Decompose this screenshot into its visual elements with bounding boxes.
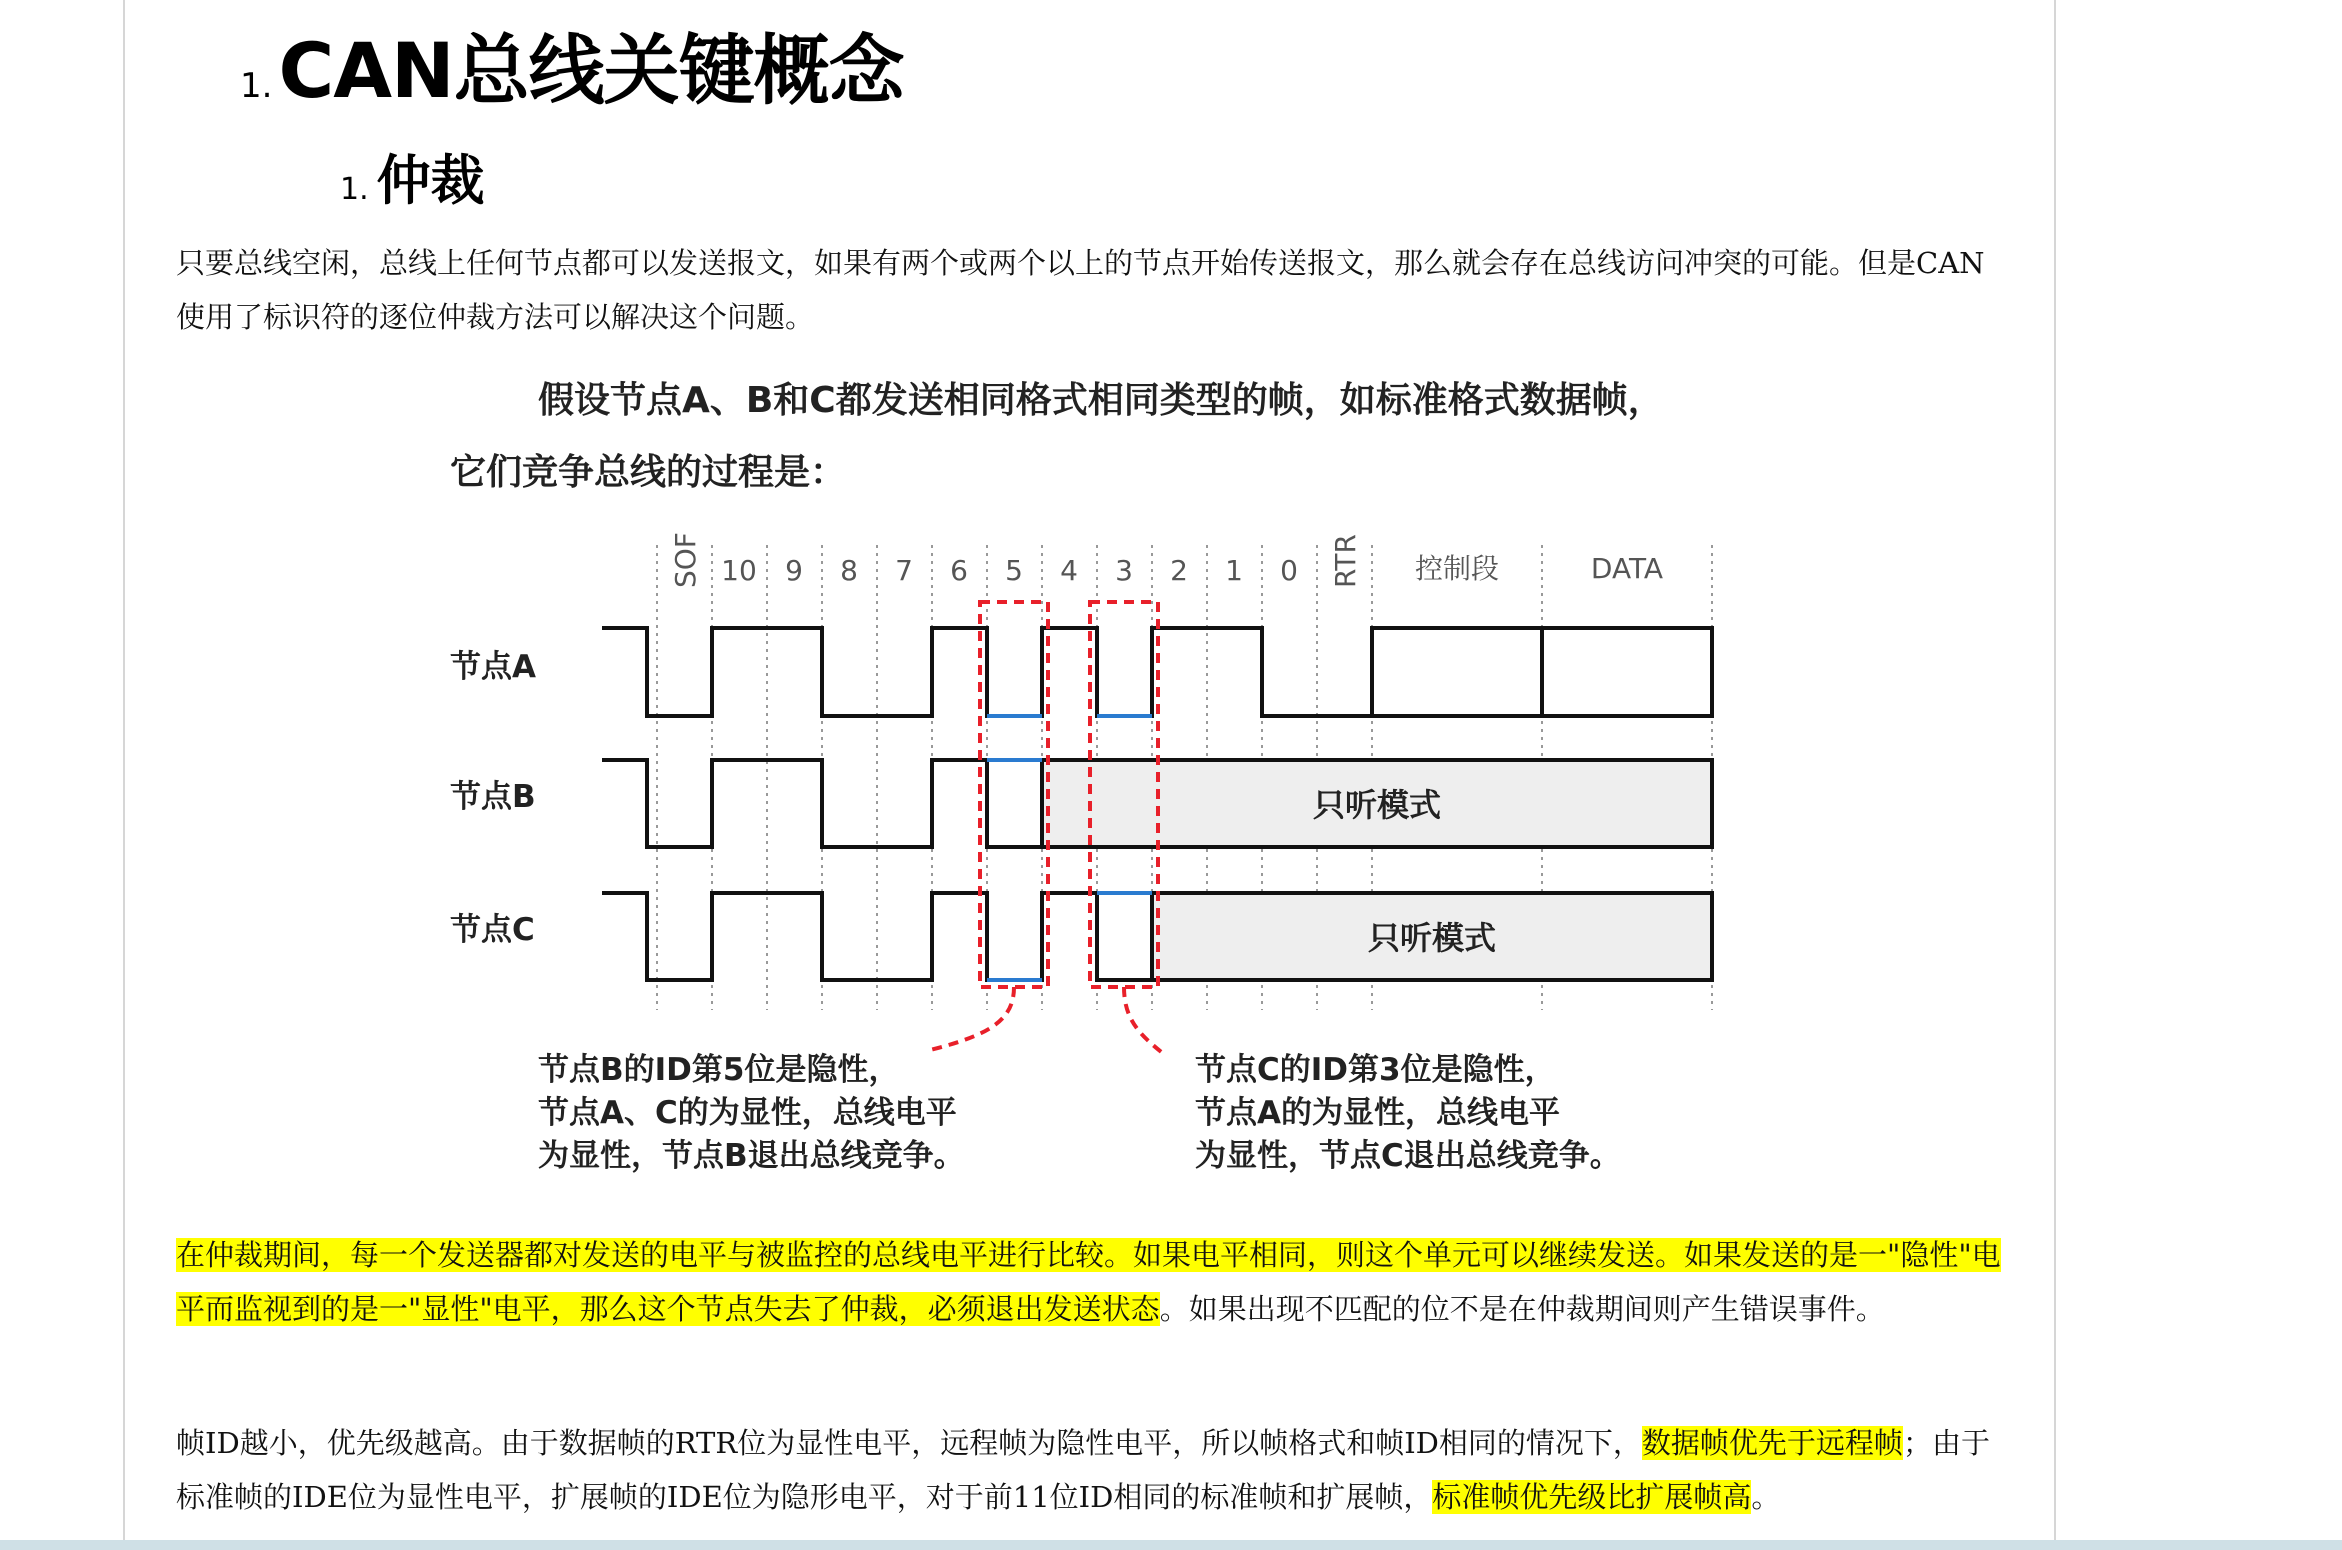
- bit-header-2: 2: [1170, 554, 1188, 587]
- page-border-right: [2054, 0, 2056, 1550]
- arbitration-figure: [430, 370, 1790, 1190]
- note-left-line3: 为显性，节点B退出总线竞争。: [538, 1138, 965, 1174]
- bit-header-8: 8: [840, 554, 858, 587]
- red-leader-right: [1124, 987, 1165, 1055]
- bit-header-control: 控制段: [1414, 552, 1500, 585]
- node-label-a: 节点A: [450, 649, 536, 685]
- heading-2-number: 1.: [340, 172, 369, 207]
- figure-title-line1: 假设节点A、B和C都发送相同格式相同类型的帧，如标准格式数据帧，: [538, 380, 1664, 421]
- note-left-line2: 节点A、C的为显性，总线电平: [538, 1095, 957, 1131]
- bit-header-4: 4: [1060, 554, 1078, 587]
- bit-header-6: 6: [950, 554, 968, 587]
- priority-part2: ；由于标准帧的IDE位为显性电平，扩展帧的IDE位为隐形电平，对于前11位ID相同的标准帧和扩展帧，: [176, 1426, 1990, 1514]
- bit-header-sof: SOF: [669, 532, 702, 588]
- intro-paragraph: 只要总线空闲，总线上任何节点都可以发送报文，如果有两个或两个以上的节点开始传送报文，那么就会存在总线访问冲突的可能。但是CAN使用了标识符的逐位仲裁方法可以解决这个问题。: [176, 246, 1985, 334]
- red-leader-left: [930, 987, 1014, 1050]
- node-label-b: 节点B: [450, 779, 536, 815]
- priority-highlight-1: 数据帧优先于远程帧: [1641, 1426, 1903, 1460]
- bit-header-9: 9: [785, 554, 803, 587]
- bit-header-0: 0: [1280, 554, 1298, 587]
- page-border-left: [123, 0, 125, 1550]
- heading-2: [340, 138, 485, 215]
- arbitration-diagram: [430, 370, 1790, 1190]
- node-label-c: 节点C: [450, 912, 535, 948]
- heading-1-text: CAN总线关键概念: [278, 26, 904, 115]
- figure-title-line2: 它们竞争总线的过程是：: [450, 452, 847, 493]
- note-right-line3: 为显性，节点C退出总线竞争。: [1195, 1138, 1621, 1174]
- bottom-bar: [0, 1540, 2342, 1550]
- heading-2-text: 仲裁: [376, 149, 485, 212]
- bit-header-3: 3: [1115, 554, 1133, 587]
- bit-header-data: DATA: [1590, 552, 1664, 585]
- waveform-node-b: [602, 760, 1042, 847]
- heading-1-number: 1.: [240, 66, 273, 106]
- bit-header-5: 5: [1005, 554, 1023, 587]
- bit-header-7: 7: [895, 554, 913, 587]
- listen-only-label-b: 只听模式: [1312, 786, 1442, 824]
- listen-only-label-c: 只听模式: [1367, 919, 1497, 957]
- note-left-line1: 节点B的ID第5位是隐性，: [538, 1052, 900, 1088]
- priority-paragraph: [176, 1416, 2006, 1524]
- priority-part1: 帧ID越小，优先级越高。由于数据帧的RTR位为显性电平，远程帧为隐性电平，所以帧格式和帧ID相同的情况下，: [176, 1426, 1642, 1460]
- bit-header-10: 10: [721, 554, 757, 587]
- bit-header-rtr: RTR: [1329, 534, 1362, 588]
- priority-part3: 。: [1751, 1480, 1781, 1514]
- priority-highlight-2: 标准帧优先级比扩展帧高: [1432, 1480, 1752, 1514]
- bit-header-1: 1: [1225, 554, 1243, 587]
- arbitration-highlight: 在仲裁期间，每一个发送器都对发送的电平与被监控的总线电平进行比较。如果电平相同，则这个单元可以继续发送。如果发送的是一"隐性"电平而监视到的是一"显性"电平，那么这个节点失去了仲裁，必须退出发送状态: [176, 1238, 2001, 1326]
- note-right-line1: 节点C的ID第3位是隐性，: [1195, 1052, 1556, 1088]
- red-dashed-box-bit5: [980, 602, 1048, 987]
- arbitration-paragraph: [176, 1228, 2006, 1336]
- note-right-line2: 节点A的为显性，总线电平: [1195, 1095, 1560, 1131]
- heading-1: [240, 10, 904, 115]
- arbitration-rest: 。如果出现不匹配的位不是在仲裁期间则产生错误事件。: [1159, 1292, 1885, 1326]
